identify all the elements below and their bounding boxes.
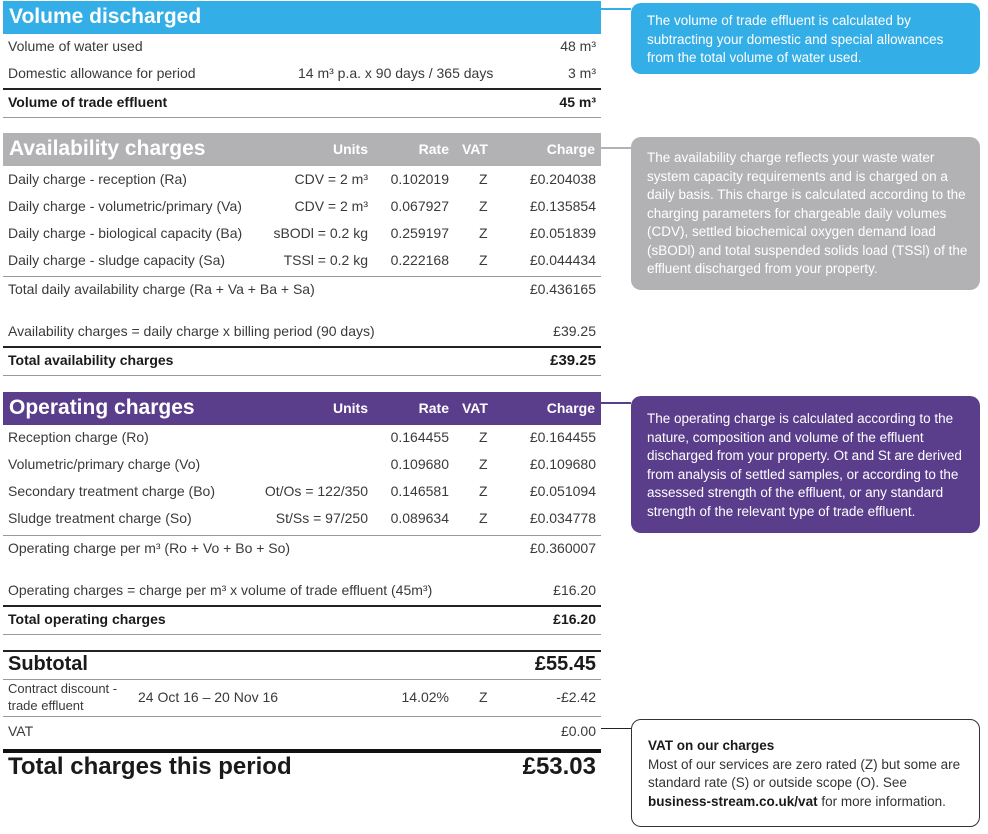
row-units: sBODl = 0.2 kg bbox=[273, 225, 368, 241]
row-vat: Z bbox=[479, 483, 488, 499]
vat-label: VAT bbox=[8, 723, 34, 739]
water-used-label: Volume of water used bbox=[8, 38, 143, 54]
effluent-label: Volume of trade effluent bbox=[8, 94, 168, 110]
row-charge: £0.109680 bbox=[529, 456, 596, 472]
connector-line bbox=[601, 402, 631, 404]
operating-total-label: Total operating charges bbox=[8, 611, 166, 627]
discount-period: 24 Oct 16 – 20 Nov 16 bbox=[138, 689, 279, 705]
table-row bbox=[3, 506, 601, 533]
row-charge: £0.051094 bbox=[529, 483, 596, 499]
row-charge: £0.034778 bbox=[529, 510, 596, 526]
table-row bbox=[3, 167, 601, 194]
discount-label-line1: Contract discount - bbox=[8, 681, 118, 696]
availability-calc-value: £39.25 bbox=[553, 323, 596, 339]
water-used-value: 48 m³ bbox=[560, 38, 596, 54]
connector-line bbox=[601, 728, 631, 729]
vat-row bbox=[3, 719, 601, 746]
domestic-row bbox=[3, 61, 601, 88]
row-label: Daily charge - reception (Ra) bbox=[8, 171, 187, 187]
availability-section-header bbox=[3, 133, 601, 166]
operating-note-text: The operating charge is calculated according to the nature, composition and volume of the effluent discharged from your property. Ot and St are derived from analysis of settled samples, or according to the assessed strength of the effluent, or any standard strength of the relevant type of trade effluent. bbox=[647, 411, 962, 519]
subtotal-row bbox=[3, 652, 601, 680]
volume-title: Volume discharged bbox=[9, 5, 202, 28]
row-rate: 0.109680 bbox=[390, 456, 449, 472]
row-rate: 0.259197 bbox=[390, 225, 449, 241]
divider bbox=[3, 117, 601, 118]
row-vat: Z bbox=[479, 429, 488, 445]
table-row bbox=[3, 221, 601, 248]
table-row bbox=[3, 194, 601, 221]
subtotal-value: £55.45 bbox=[534, 653, 596, 675]
row-charge: £0.044434 bbox=[529, 252, 596, 268]
discount-vat: Z bbox=[479, 689, 488, 705]
vat-note-tail: for more information. bbox=[817, 793, 946, 809]
per-m3-label: Operating charge per m³ (Ro + Vo + Bo + So) bbox=[8, 540, 291, 556]
divider bbox=[3, 375, 601, 376]
connector-line bbox=[601, 147, 631, 149]
subtotal-label: Subtotal bbox=[8, 653, 88, 675]
table-row bbox=[3, 452, 601, 479]
row-vat: Z bbox=[479, 171, 488, 187]
vat-note-body: Most of our services are zero rated (Z) but some are standard rate (S) or outside scope (O). See bbox=[648, 756, 961, 790]
total-value: £53.03 bbox=[522, 753, 596, 780]
row-label: Daily charge - biological capacity (Ba) bbox=[8, 225, 243, 241]
vat-header: VAT bbox=[462, 400, 488, 416]
total-daily-row bbox=[3, 277, 601, 304]
units-header: Units bbox=[333, 141, 368, 157]
discount-rate: 14.02% bbox=[401, 689, 449, 705]
row-vat: Z bbox=[479, 252, 488, 268]
row-vat: Z bbox=[479, 456, 488, 472]
availability-note-text: The availability charge reflects your waste water system capacity requirements and is charged on a daily basis. This charge is calculated according to the charging parameters for chargeable daily volumes (CDV), settled biochemical oxygen demand load (sBODl) and total suspended solids load (TSSl) of the effluent discharged from your property. bbox=[647, 150, 968, 276]
charge-header: Charge bbox=[546, 141, 595, 157]
operating-total-row bbox=[3, 607, 601, 634]
availability-total-row bbox=[3, 348, 601, 375]
vat-header: VAT bbox=[462, 141, 488, 157]
row-rate: 0.146581 bbox=[390, 483, 449, 499]
charge-header: Charge bbox=[546, 400, 595, 416]
row-label: Volumetric/primary charge (Vo) bbox=[8, 456, 201, 472]
table-row bbox=[3, 479, 601, 506]
availability-calc-label: Availability charges = daily charge x billing period (90 days) bbox=[8, 323, 375, 339]
volume-note-text: The volume of trade effluent is calculated by subtracting your domestic and special allowances from the total volume of water used. bbox=[647, 13, 944, 65]
total-daily-value: £0.436165 bbox=[529, 281, 596, 297]
discount-row bbox=[3, 680, 601, 716]
availability-calc-row bbox=[3, 319, 601, 346]
row-label: Daily charge - sludge capacity (Sa) bbox=[8, 252, 226, 268]
domestic-formula: 14 m³ p.a. x 90 days / 365 days bbox=[298, 65, 494, 81]
operating-calc-row bbox=[3, 578, 601, 605]
row-vat: Z bbox=[479, 198, 488, 214]
availability-title: Availability charges bbox=[9, 137, 206, 160]
rate-header: Rate bbox=[418, 141, 449, 157]
volume-section-header bbox=[3, 1, 601, 34]
operating-title: Operating charges bbox=[9, 396, 195, 419]
row-charge: £0.164455 bbox=[529, 429, 596, 445]
row-rate: 0.089634 bbox=[390, 510, 449, 526]
row-label: Reception charge (Ro) bbox=[8, 429, 149, 445]
row-label: Secondary treatment charge (Bo) bbox=[8, 483, 215, 499]
availability-total-value: £39.25 bbox=[550, 352, 596, 369]
operating-calc-value: £16.20 bbox=[553, 582, 596, 598]
row-units: CDV = 2 m³ bbox=[294, 198, 368, 214]
operating-total-value: £16.20 bbox=[553, 611, 596, 627]
row-units: St/Ss = 97/250 bbox=[275, 510, 368, 526]
effluent-value: 45 m³ bbox=[559, 94, 596, 110]
row-rate: 0.102019 bbox=[390, 171, 449, 187]
per-m3-row bbox=[3, 536, 601, 563]
discount-value: -£2.42 bbox=[556, 689, 596, 705]
units-header: Units bbox=[333, 400, 368, 416]
domestic-label: Domestic allowance for period bbox=[8, 65, 196, 81]
rate-header: Rate bbox=[418, 400, 449, 416]
divider bbox=[3, 716, 601, 717]
row-rate: 0.222168 bbox=[390, 252, 449, 268]
row-label: Sludge treatment charge (So) bbox=[8, 510, 192, 526]
domestic-value: 3 m³ bbox=[568, 65, 596, 81]
row-vat: Z bbox=[479, 510, 488, 526]
row-charge: £0.204038 bbox=[529, 171, 596, 187]
volume-note bbox=[631, 3, 980, 74]
table-row bbox=[3, 425, 601, 452]
vat-note bbox=[631, 719, 980, 827]
water-used-row bbox=[3, 34, 601, 61]
operating-section-header bbox=[3, 392, 601, 425]
row-units: CDV = 2 m³ bbox=[294, 171, 368, 187]
availability-note bbox=[631, 137, 980, 290]
row-charge: £0.051839 bbox=[529, 225, 596, 241]
availability-total-label: Total availability charges bbox=[8, 352, 174, 368]
connector-line bbox=[601, 8, 631, 10]
vat-link[interactable]: business-stream.co.uk/vat bbox=[648, 793, 818, 809]
row-rate: 0.067927 bbox=[390, 198, 449, 214]
total-label: Total charges this period bbox=[8, 753, 292, 780]
discount-label-line2: trade effluent bbox=[8, 698, 84, 713]
operating-note bbox=[631, 396, 980, 533]
divider bbox=[3, 634, 601, 635]
effluent-row bbox=[3, 90, 601, 117]
row-units: Ot/Os = 122/350 bbox=[264, 483, 368, 499]
row-label: Daily charge - volumetric/primary (Va) bbox=[8, 198, 242, 214]
per-m3-value: £0.360007 bbox=[529, 540, 596, 556]
total-row bbox=[3, 753, 601, 787]
table-row bbox=[3, 248, 601, 275]
vat-value: £0.00 bbox=[560, 723, 596, 739]
vat-note-heading: VAT on our charges bbox=[648, 738, 775, 753]
row-charge: £0.135854 bbox=[529, 198, 596, 214]
total-daily-label: Total daily availability charge (Ra + Va + Ba + Sa) bbox=[8, 281, 315, 297]
operating-calc-label: Operating charges = charge per m³ x volume of trade effluent (45m³) bbox=[8, 582, 433, 598]
row-units: TSSl = 0.2 kg bbox=[283, 252, 368, 268]
row-vat: Z bbox=[479, 225, 488, 241]
row-rate: 0.164455 bbox=[390, 429, 449, 445]
